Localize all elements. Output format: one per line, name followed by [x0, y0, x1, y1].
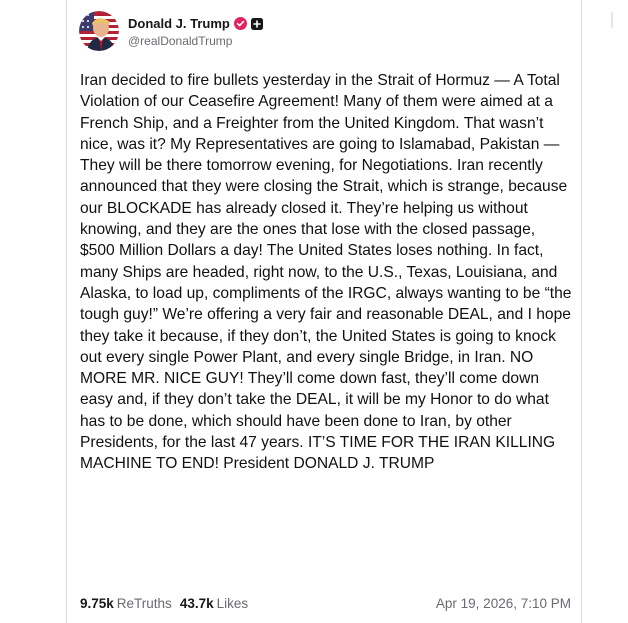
- verified-check-icon: [234, 17, 247, 30]
- likes-count: 43.7k: [179, 595, 214, 611]
- post-card: [66, 0, 582, 623]
- post-header: [79, 8, 263, 54]
- post-timestamp[interactable]: Apr 19, 2026, 7:10 PM: [435, 595, 571, 611]
- plus-badge-icon: [251, 17, 263, 29]
- retruths-label: ReTruths: [116, 595, 172, 611]
- display-name[interactable]: Donald J. Trump: [128, 15, 230, 31]
- post-text: Iran decided to fire bullets yesterday in the Strait of Hormuz — A Total Violation of our Ceasefire Agreement! Many of them were aimed at a French Ship, and a Freighter from the United Kingdom. That wasn’t nice, was it? My Representatives are going to Islamabad, Pakistan — They will be there tomorrow evening, for Negotiations. Iran recently announced that they were closing the Strait, which is strange, because our BLOCKADE has already closed it. They’re helping us without knowing, and they are the ones that lose with the closed passage, $500 Million Dollars a day! The United States loses nothing. In fact, many Ships are headed, right now, to the U.S., Texas, Louisiana, and Alaska, to load up, compliments of the IRGC, always wanting to be “the tough guy!” We’re offering a very fair and reasonable DEAL, and I hope they take it because, if they don’t, the United States is going to knock out every single Power Plant, and every single Bridge, in Iran. NO MORE MR. NICE GUY! They’ll come down fast, they’ll come down easy and, if they don’t take the DEAL, it will be my Honor to do what has to be done, which should have been done to Iran, by other Presidents, for the last 47 years. IT’S TIME FOR THE IRAN KILLING MACHINE TO END! President DONALD J. TRUMP: [80, 72, 576, 473]
- retruths-stat[interactable]: [80, 596, 172, 611]
- scrollbar-thumb[interactable]: [611, 12, 613, 28]
- name-row: [128, 14, 263, 32]
- post-footer: [80, 594, 571, 612]
- author-block: [128, 14, 263, 48]
- avatar[interactable]: [79, 11, 119, 51]
- handle[interactable]: @realDonaldTrump: [128, 34, 233, 48]
- likes-stat[interactable]: [180, 596, 248, 611]
- retruths-count: 9.75k: [80, 595, 114, 611]
- likes-label: Likes: [216, 595, 249, 611]
